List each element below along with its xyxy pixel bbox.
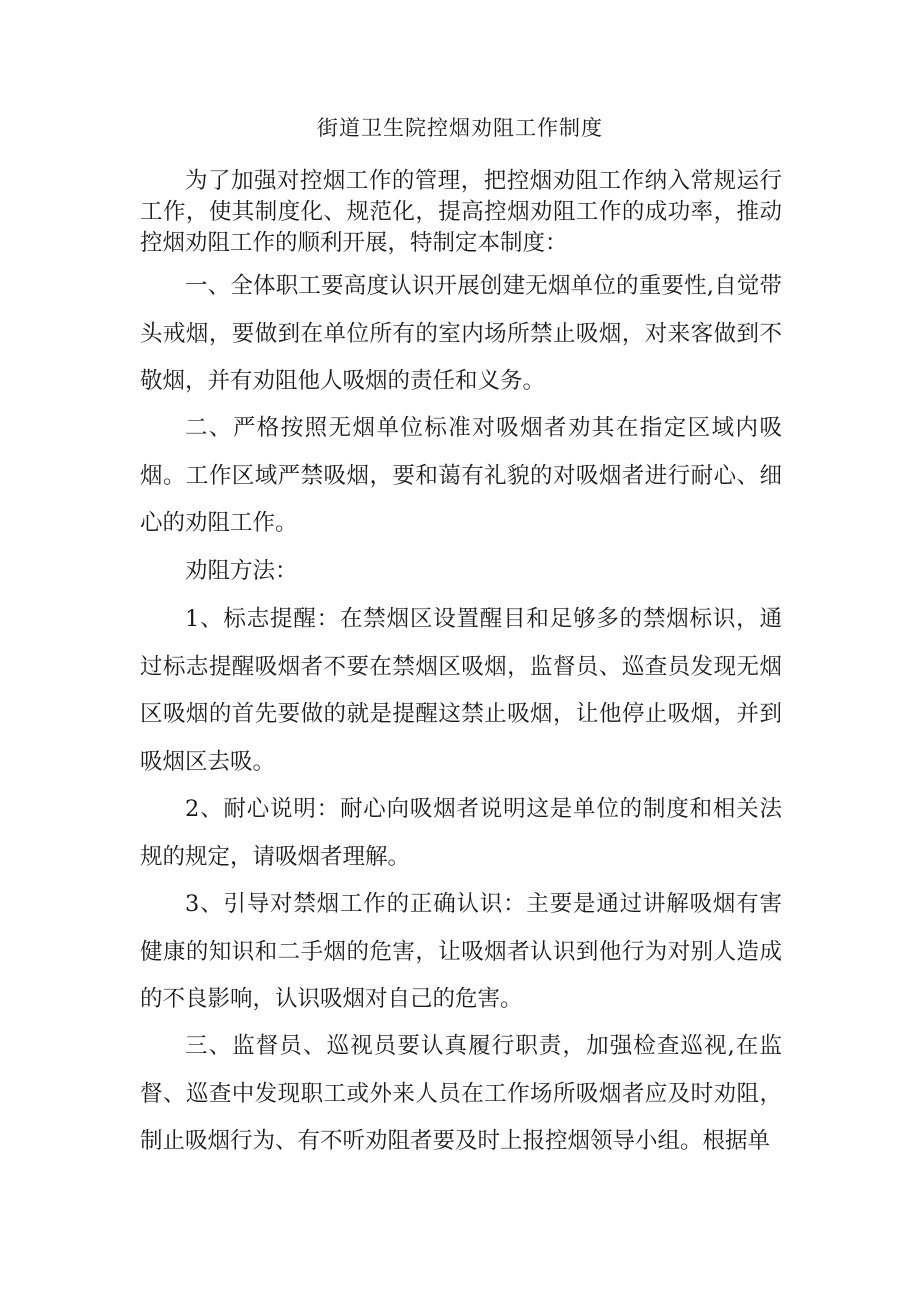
intro-paragraph: 为了加强对控烟工作的管理，把控烟劝阻工作纳入常规运行工作，使其制度化、规范化，提高控烟劝阻工作的成功率，推动控烟劝阻工作的顺利开展，特制定本制度： — [140, 168, 782, 256]
method-item-1: 1、标志提醒：在禁烟区设置醒目和足够多的禁烟标识，通过标志提醒吸烟者不要在禁烟区吸烟，监督员、巡查员发现无烟区吸烟的首先要做的就是提醒这禁止吸烟，让他停止吸烟，并到吸烟区去吸。 — [140, 606, 782, 775]
document-title: 街道卫生院控烟劝阻工作制度 — [317, 116, 603, 140]
methods-heading: 劝阻方法： — [185, 558, 298, 584]
rule-item-1: 一、全体职工要高度认识开展创建无烟单位的重要性,自觉带头戒烟，要做到在单位所有的室内场所禁止吸烟，对来客做到不敬烟，并有劝阻他人吸烟的责任和义务。 — [140, 273, 782, 394]
method-item-3: 3、引导对禁烟工作的正确认识：主要是通过讲解吸烟有害健康的知识和二手烟的危害，让吸烟者认识到他行为对别人造成的不良影响，认识吸烟对自己的危害。 — [140, 891, 782, 1012]
rule-item-3: 三、监督员、巡视员要认真履行职责，加强检查巡视,在监督、巡查中发现职工或外来人员在工作场所吸烟者应及时劝阻，制止吸烟行为、有不听劝阻者要及时上报控烟领导小组。根据单 — [140, 1033, 782, 1154]
method-item-2: 2、耐心说明：耐心向吸烟者说明这是单位的制度和相关法规的规定，请吸烟者理解。 — [140, 796, 782, 870]
rule-item-2: 二、严格按照无烟单位标准对吸烟者劝其在指定区域内吸烟。工作区域严禁吸烟，要和蔼有礼貌的对吸烟者进行耐心、细心的劝阻工作。 — [140, 415, 782, 536]
